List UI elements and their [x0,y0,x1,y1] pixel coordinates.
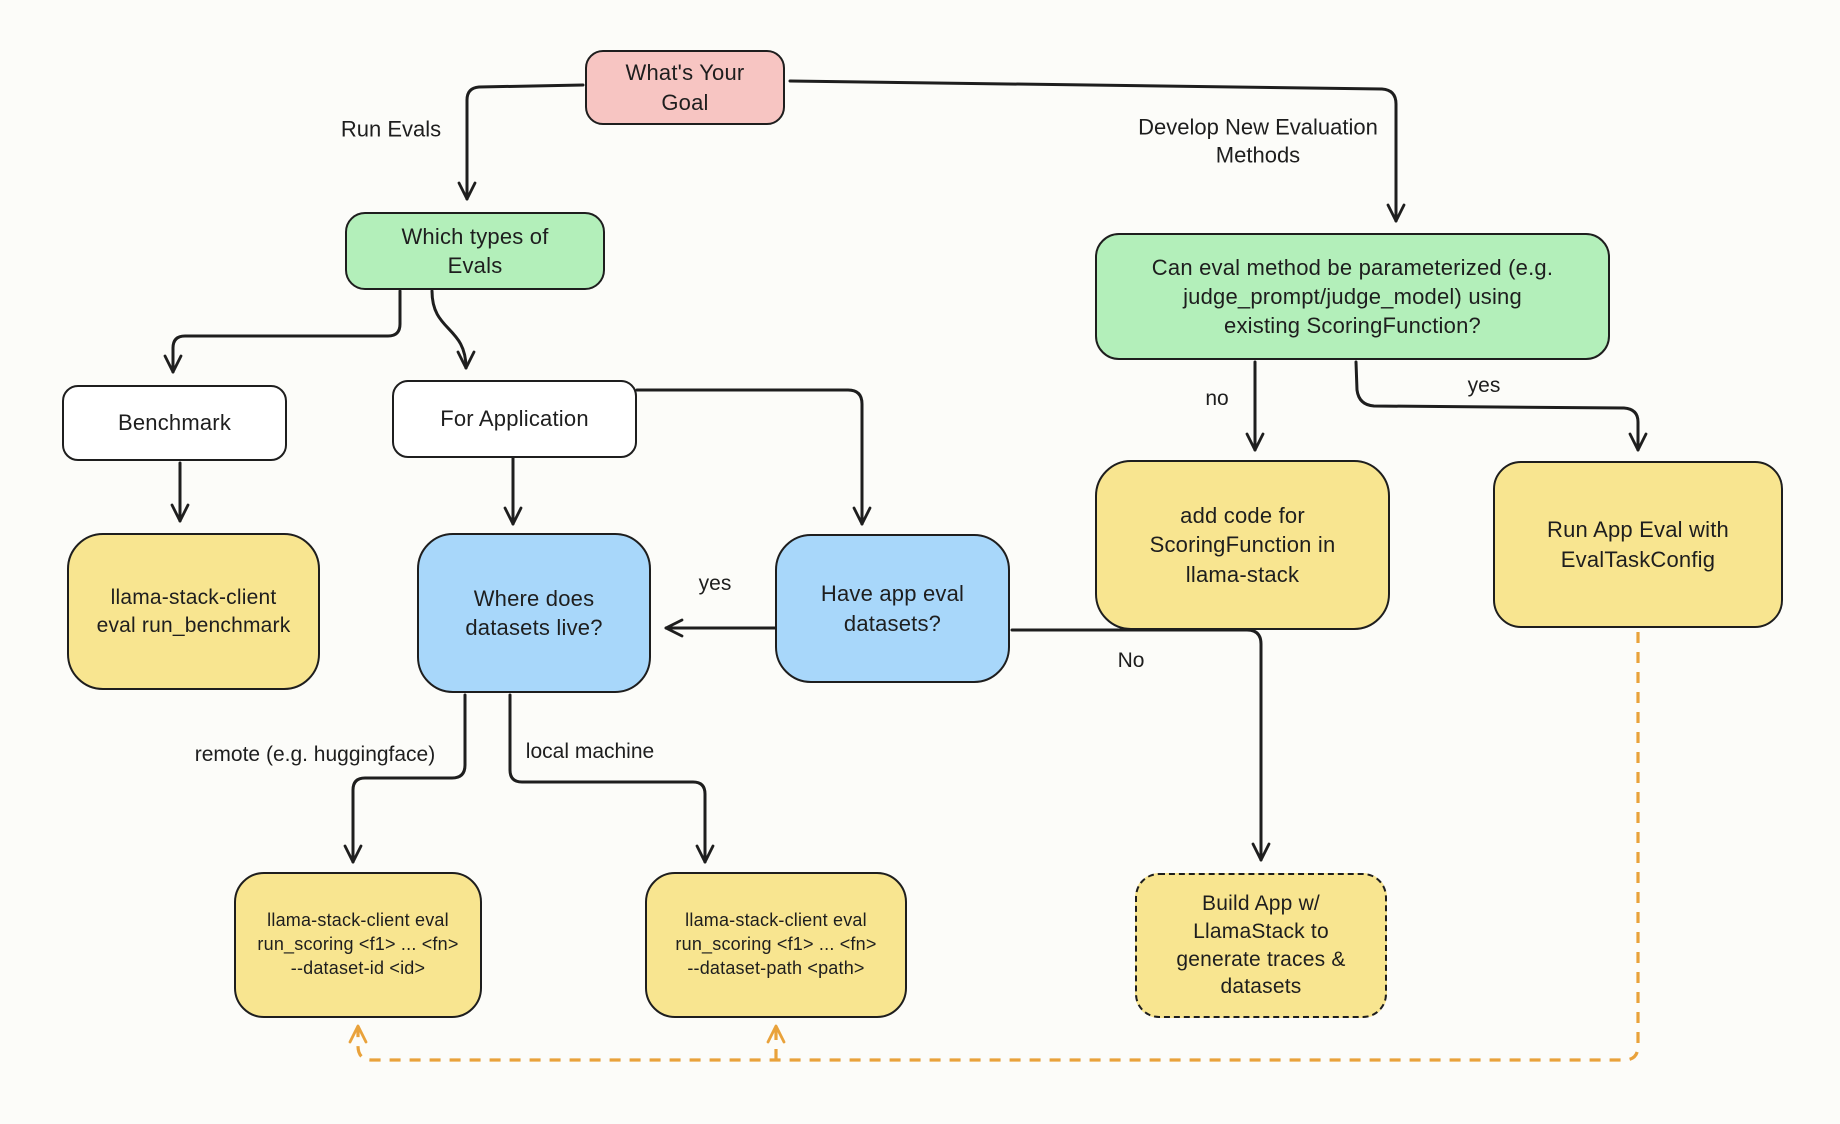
edge-evaltaskconfig-feedback [358,632,1638,1060]
node-line: llama-stack-client eval [267,910,449,931]
node-line: datasets [1220,975,1302,999]
node-line: Which types of [401,223,549,249]
node-where-datasets-live [417,533,651,693]
node-line: run_scoring <f1> ... <fn> [675,934,877,955]
node-line: llama-stack-client eval [685,910,867,931]
node-run-benchmark [67,533,320,690]
node-param-question [1095,233,1610,360]
label-yes-param: yes [1467,373,1501,397]
node-line: What's Your [625,60,745,86]
node-for-application [392,380,637,458]
label-run-evals: Run Evals [340,116,442,142]
node-line: existing ScoringFunction? [1224,313,1481,339]
node-line: judge_prompt/judge_model) using [1183,283,1522,309]
node-line: Can eval method be parameterized (e.g. [1151,254,1554,280]
node-line: llama-stack-client [110,585,277,609]
label-local-machine: local machine [525,739,655,763]
node-line: Have app eval [820,581,965,607]
label-no-have-datasets: No [1117,648,1145,672]
node-line: add code for [1180,503,1305,529]
node-add-code-scoringfunction [1095,460,1390,630]
label-develop-new-methods: Develop New Evaluation Methods [1138,114,1378,167]
node-line: EvalTaskConfig [1560,546,1716,572]
edge-run-evals [467,85,583,199]
node-line: LlamaStack to [1193,919,1329,943]
node-line: llama-stack [1185,561,1300,587]
node-line: datasets live? [465,615,603,640]
node-line: --dataset-id <id> [290,957,426,978]
edge-to-for-application [432,291,466,368]
node-line: Benchmark [117,410,232,436]
node-line: run_scoring <f1> ... <fn> [257,934,459,955]
node-run-app-eval [1493,461,1783,628]
node-run-scoring-dataset-id [234,872,482,1018]
node-line: --dataset-path <path> [687,957,865,978]
node-line: Build App w/ [1202,892,1320,916]
label-yes-have-datasets: yes [698,571,732,595]
node-line: Where does [473,585,595,611]
edge-forapp-to-have-datasets [637,390,862,524]
node-which-types-of-evals [345,212,605,290]
node-whats-your-goal [585,50,785,125]
node-benchmark [62,385,287,461]
node-run-scoring-dataset-path [645,872,907,1018]
label-no-param: no [1205,386,1229,410]
node-build-app-llamastack [1135,873,1387,1018]
edge-remote-dataset [353,695,465,862]
node-line: Run App Eval with [1547,517,1729,543]
node-line: ScoringFunction in [1149,532,1336,558]
node-line: Evals [447,253,503,278]
node-line: For Application [440,406,589,432]
label-remote-huggingface: remote (e.g. huggingface) [194,742,436,766]
node-line: datasets? [843,610,942,636]
edge-to-benchmark [173,291,400,372]
node-line: Goal [661,89,709,115]
node-line: generate traces & [1176,947,1346,971]
node-line: eval run_benchmark [96,613,291,637]
node-have-app-eval-datasets [775,534,1010,683]
edge-local-dataset [510,695,705,862]
